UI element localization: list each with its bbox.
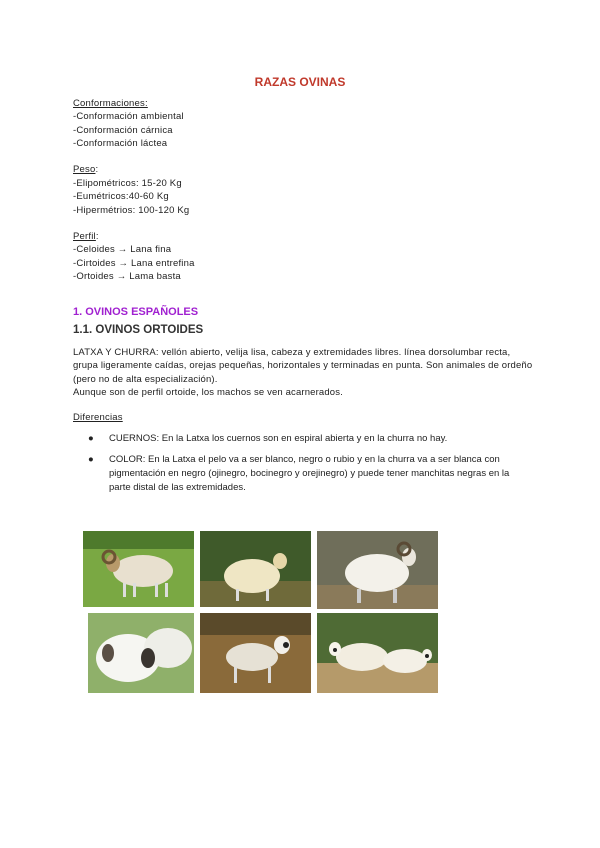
sheep-photo — [88, 613, 194, 693]
peso-colon: : — [95, 164, 99, 175]
paragraph-text-2: Aunque son de perfil ortoide, los machos se ven acarnerados. — [73, 387, 343, 399]
sheep-photo — [200, 613, 311, 693]
perfil-item: -Ortoides → Lama basta — [73, 271, 181, 282]
sheep-photo — [83, 531, 194, 607]
perfil-heading: Perfil — [73, 231, 96, 242]
conformacion-item: -Conformación láctea — [73, 138, 168, 149]
peso-heading-line — [73, 164, 98, 175]
perfil-colon: : — [95, 231, 99, 242]
peso-item: -Elipométricos: 15-20 Kg — [73, 178, 182, 189]
perfil-heading-line — [73, 231, 99, 242]
perfil-item: -Celoides → Lana fina — [73, 244, 172, 255]
conformacion-item: -Conformación ambiental — [73, 111, 184, 122]
body-paragraph — [73, 346, 533, 400]
peso-heading: Peso — [73, 164, 96, 175]
bullet-icon: ● — [88, 454, 94, 465]
page-title: RAZAS OVINAS — [254, 75, 346, 89]
perfil-item: -Cirtoides → Lana entrefina — [73, 258, 195, 269]
bullet-text: CUERNOS: En la Latxa los cuernos son en espiral abierta y en la churra no hay. — [109, 433, 448, 444]
sheep-photo — [317, 531, 438, 609]
section-heading: 1. OVINOS ESPAÑOLES — [73, 306, 199, 318]
sheep-photo — [317, 613, 438, 693]
conformacion-item: -Conformación cárnica — [73, 125, 173, 136]
diferencias-heading: Diferencias — [73, 412, 123, 423]
bullet-text: COLOR: En la Latxa el pelo va a ser blanco, negro o rubio y en la churra va a ser blanca con pigmentación en negro (ojinegro, bocinegro y orejinegro) y puede tener manchitas negras en la parte distal de las extremidades. — [109, 454, 510, 493]
paragraph-text: LATXA Y CHURRA: vellón abierto, velija lisa, cabeza y extremidades libres. línea dorsolumbar recta, grupa ligeramente caídas, orejas pequeñas, horizontales y terminadas en punta. Son animales de ordeño (pero no de alta especialización). — [73, 347, 533, 385]
bullet-icon: ● — [88, 433, 94, 444]
conformaciones-heading: Conformaciones: — [73, 98, 148, 109]
subsection-heading: 1.1. OVINOS ORTOIDES — [73, 324, 204, 336]
peso-item: -Eumétricos:40-60 Kg — [73, 191, 169, 202]
sheep-photo — [200, 531, 311, 607]
peso-item: -Hipermétrios: 100-120 Kg — [73, 205, 190, 216]
